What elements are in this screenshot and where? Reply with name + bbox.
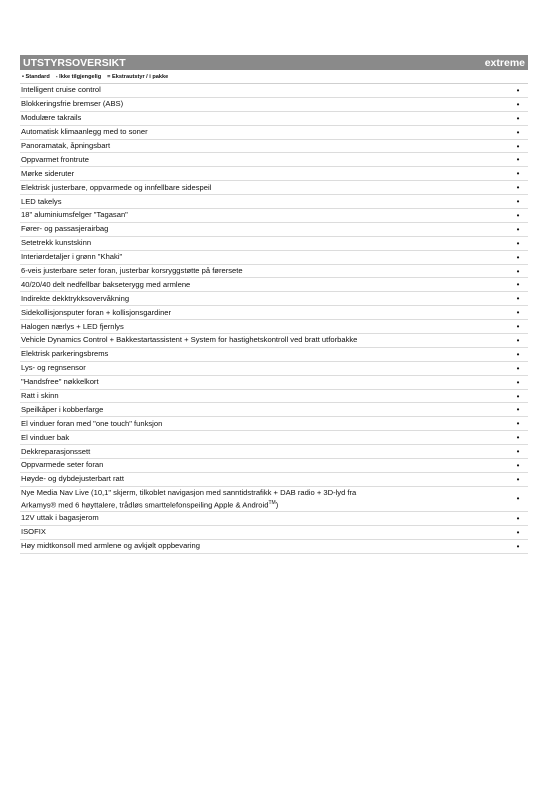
equipment-table: [20, 55, 528, 554]
table-row: [20, 126, 528, 140]
row-mark: •: [516, 224, 520, 234]
table-row: [20, 306, 528, 320]
row-mark: •: [516, 433, 520, 443]
row-label: Nye Media Nav Live (10,1" skjerm, tilkoblet navigasjon med sanntidstrafikk + DAB radio + 3D-lyd fra Arkamys® med 6 høyttalere, trådløs smarttelefonspeiling Apple & Android™): [21, 487, 357, 510]
table-row: [20, 98, 528, 112]
row-mark: •: [516, 377, 520, 387]
row-label: Halogen nærlys + LED fjernlys: [21, 321, 124, 331]
row-mark: •: [516, 113, 520, 123]
table-row: [20, 348, 528, 362]
table-row: [20, 512, 528, 526]
row-mark: •: [516, 308, 520, 318]
row-label: Høyde- og dybdejusterbart ratt: [21, 474, 124, 484]
table-row: [20, 223, 528, 237]
row-label: Ratt i skinn: [21, 391, 59, 401]
row-label: 40/20/40 delt nedfellbar bakseterygg med armlene: [21, 279, 191, 289]
row-mark: •: [516, 494, 520, 504]
table-row: [20, 362, 528, 376]
table-row: [20, 526, 528, 540]
row-label: LED takelys: [21, 196, 62, 206]
row-mark: •: [516, 238, 520, 248]
row-mark: •: [516, 363, 520, 373]
row-label: "Handsfree" nøkkelkort: [21, 377, 99, 387]
row-mark: •: [516, 405, 520, 415]
table-row: [20, 431, 528, 445]
table-row: [20, 112, 528, 126]
row-mark: •: [516, 183, 520, 193]
table-row: [20, 459, 528, 473]
row-label: Oppvarmet frontrute: [21, 154, 89, 164]
row-label: Elektrisk justerbare, oppvarmede og innfellbare sidespeil: [21, 182, 212, 192]
row-mark: •: [516, 169, 520, 179]
row-label: Indirekte dekktrykksovervåkning: [21, 293, 130, 303]
row-label: Setetrekk kunstskinn: [21, 238, 92, 248]
table-row: [20, 209, 528, 223]
row-mark: •: [516, 252, 520, 262]
row-label: Lys- og regnsensor: [21, 363, 86, 373]
table-row: [20, 292, 528, 306]
row-label: Automatisk klimaanlegg med to soner: [21, 127, 148, 137]
row-label: Mørke sideruter: [21, 168, 75, 178]
row-mark: •: [516, 322, 520, 332]
row-label: Intelligent cruise control: [21, 85, 101, 95]
rows-group: [20, 512, 528, 554]
row-label: Oppvarmede seter foran: [21, 460, 104, 470]
row-mark: •: [516, 99, 520, 109]
table-row: [20, 265, 528, 279]
row-mark: •: [516, 155, 520, 165]
row-mark: •: [516, 513, 520, 523]
row-label: Interiørdetaljer i grønn "Khaki": [21, 252, 123, 262]
table-row: [20, 487, 528, 512]
row-label: 12V uttak i bagasjerom: [21, 513, 99, 523]
row-label: 18" aluminiumsfelger "Tagasan": [21, 210, 128, 220]
row-mark: •: [516, 280, 520, 290]
table-row: [20, 320, 528, 334]
row-label: Speilkåper i kobberfarge: [21, 404, 104, 414]
row-label: Høy midtkonsoll med armlene og avkjølt oppbevaring: [21, 541, 200, 551]
row-mark: •: [516, 197, 520, 207]
row-mark: •: [516, 335, 520, 345]
row-label: Fører- og passasjerairbag: [21, 224, 109, 234]
table-row: [20, 140, 528, 154]
row-label: Panoramatak, åpningsbart: [21, 141, 111, 150]
table-row: [20, 251, 528, 265]
row-mark: •: [516, 541, 520, 551]
table-row: [20, 540, 528, 554]
row-label: El vinduer foran med "one touch" funksjon: [21, 418, 163, 428]
table-row: [20, 403, 528, 417]
legend-optional: = Ekstrautstyr / i pakke: [107, 73, 169, 80]
table-header: [20, 55, 528, 70]
row-mark: •: [516, 460, 520, 470]
row-mark: •: [516, 266, 520, 276]
table-row: [20, 84, 528, 98]
row-mark: •: [516, 419, 520, 429]
table-row: [20, 390, 528, 404]
row-label: ISOFIX: [21, 527, 46, 537]
table-row: [20, 445, 528, 459]
legend-not-available: - Ikke tilgjengelig: [55, 73, 102, 80]
table-row: [20, 153, 528, 167]
table-row: [20, 473, 528, 487]
row-label: El vinduer bak: [21, 432, 70, 442]
row-mark: •: [516, 447, 520, 457]
row-mark: •: [516, 391, 520, 401]
row-mark: •: [516, 294, 520, 304]
row-label: Vehicle Dynamics Control + Bakkestartassistent + System for hastighetskontroll ved bratt utforbakke: [21, 335, 358, 345]
table-row: [20, 181, 528, 195]
row-mark: •: [516, 349, 520, 359]
row-label: Blokkeringsfrie bremser (ABS): [21, 99, 124, 109]
column-header-extreme: extreme: [484, 56, 525, 69]
table-row: [20, 237, 528, 251]
table-title: UTSTYRSOVERSIKT: [23, 56, 126, 69]
row-label: Elektrisk parkeringsbrems: [21, 349, 109, 359]
table-row: [20, 334, 528, 348]
row-mark: •: [516, 141, 520, 151]
table-row: [20, 278, 528, 292]
row-label: 6-veis justerbare seter foran, justerbar korsryggstøtte på førersete: [21, 266, 243, 276]
row-label: Sidekollisjonsputer foran + kollisjonsgardiner: [21, 307, 172, 317]
legend: [20, 70, 528, 84]
legend-standard: • Standard: [22, 73, 50, 80]
table-row: [20, 195, 528, 209]
row-mark: •: [516, 474, 520, 484]
table-row: [20, 417, 528, 431]
table-row: [20, 167, 528, 181]
row-mark: •: [516, 85, 520, 95]
row-mark: •: [516, 527, 520, 537]
row-mark: •: [516, 127, 520, 137]
rows-group: [20, 84, 528, 487]
row-label: Dekkreparasjonssett: [21, 446, 91, 456]
row-label: Modulære takrails: [21, 113, 82, 123]
row-mark: •: [516, 210, 520, 220]
table-row: [20, 376, 528, 390]
